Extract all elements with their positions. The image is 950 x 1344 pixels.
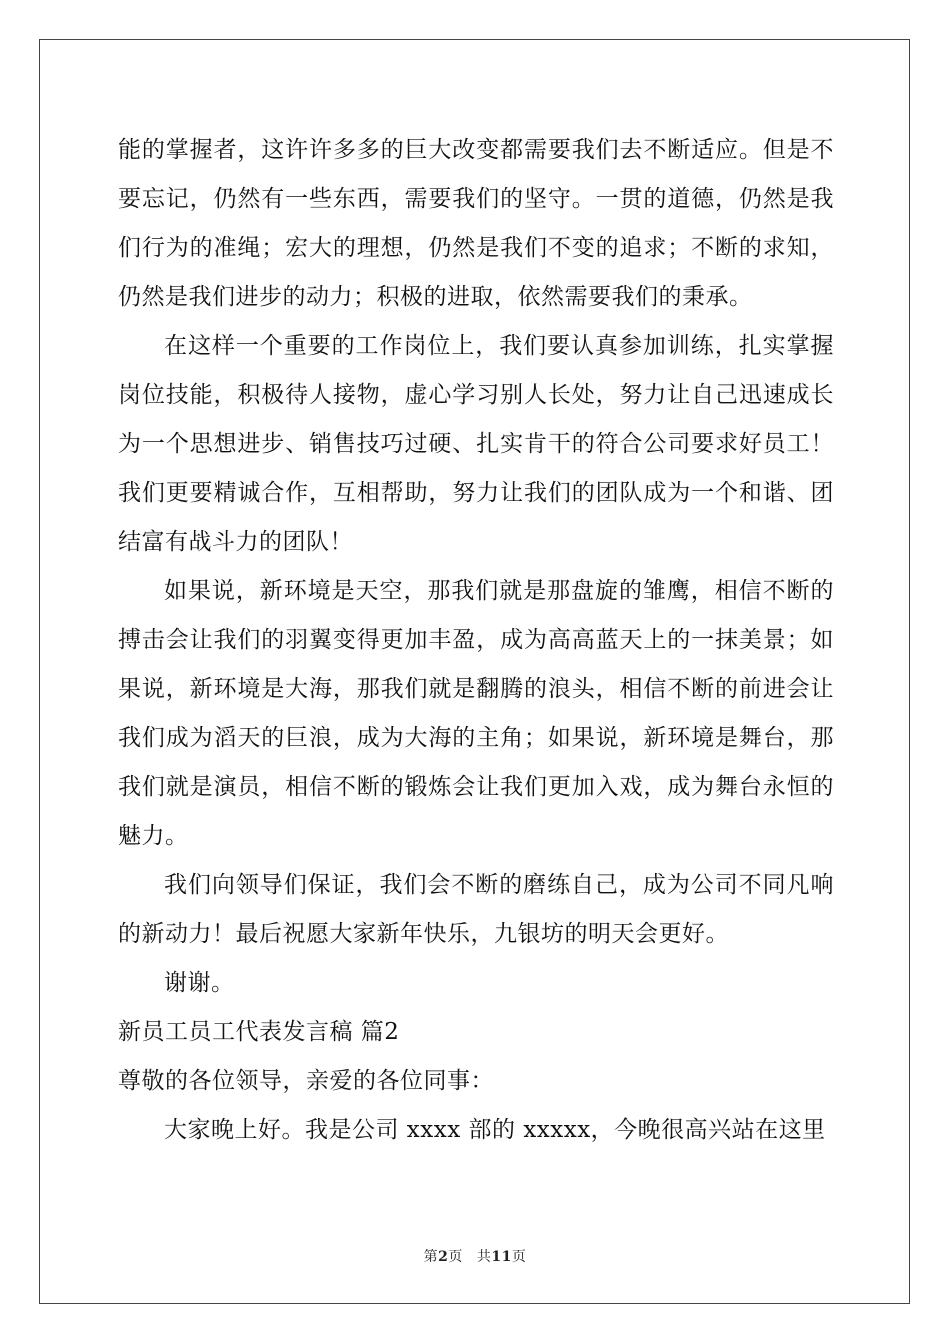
paragraph-4: 我们向领导们保证，我们会不断的磨练自己，成为公司不同凡响的新动力！最后祝愿大家新年快乐，九银坊的明天会更好。: [118, 872, 834, 947]
page-footer: [0, 1246, 950, 1266]
paragraph-2: 在这样一个重要的工作岗位上，我们要认真参加训练，扎实掌握岗位技能，积极待人接物，虚心学习别人长处，努力让自己迅速成长为一个思想进步、销售技巧过硬、扎实肯干的符合公司要求好员工！我们更要精诚合作，互相帮助，努力让我们的团队成为一个和谐、团结富有战斗力的团队！: [118, 333, 834, 555]
total-pages: 11: [491, 1249, 512, 1265]
page-number: 2: [438, 1249, 449, 1265]
page-prefix: 第: [423, 1249, 439, 1265]
paragraph-opening: 大家晚上好。我是公司 xxxx 部的 xxxxx，今晚很高兴站在这里: [164, 1117, 826, 1143]
document-body: [118, 126, 834, 1155]
section-heading: 新员工员工代表发言稿 篇2: [118, 1019, 400, 1045]
total-prefix: 共: [476, 1249, 492, 1265]
paragraph-1: 能的掌握者，这许许多多的巨大改变都需要我们去不断适应。但是不要忘记，仍然有一些东西，需要我们的坚守。一贯的道德，仍然是我们行为的准绳；宏大的理想，仍然是我们不变的追求；不断的求知，仍然是我们进步的动力；积极的进取，依然需要我们的秉承。: [118, 137, 834, 310]
page-suffix: 页: [448, 1249, 463, 1265]
closing-thanks: 谢谢。: [164, 970, 235, 996]
total-suffix: 页: [511, 1249, 527, 1265]
salutation: 尊敬的各位领导，亲爱的各位同事：: [118, 1068, 494, 1094]
paragraph-3: 如果说，新环境是天空，那我们就是那盘旋的雏鹰，相信不断的搏击会让我们的羽翼变得更加丰盈，成为高高蓝天上的一抹美景；如果说，新环境是大海，那我们就是翻腾的浪头，相信不断的前进会让我们成为滔天的巨浪，成为大海的主角；如果说，新环境是舞台，那我们就是演员，相信不断的锻炼会让我们更加入戏，成为舞台永恒的魅力。: [118, 578, 834, 849]
